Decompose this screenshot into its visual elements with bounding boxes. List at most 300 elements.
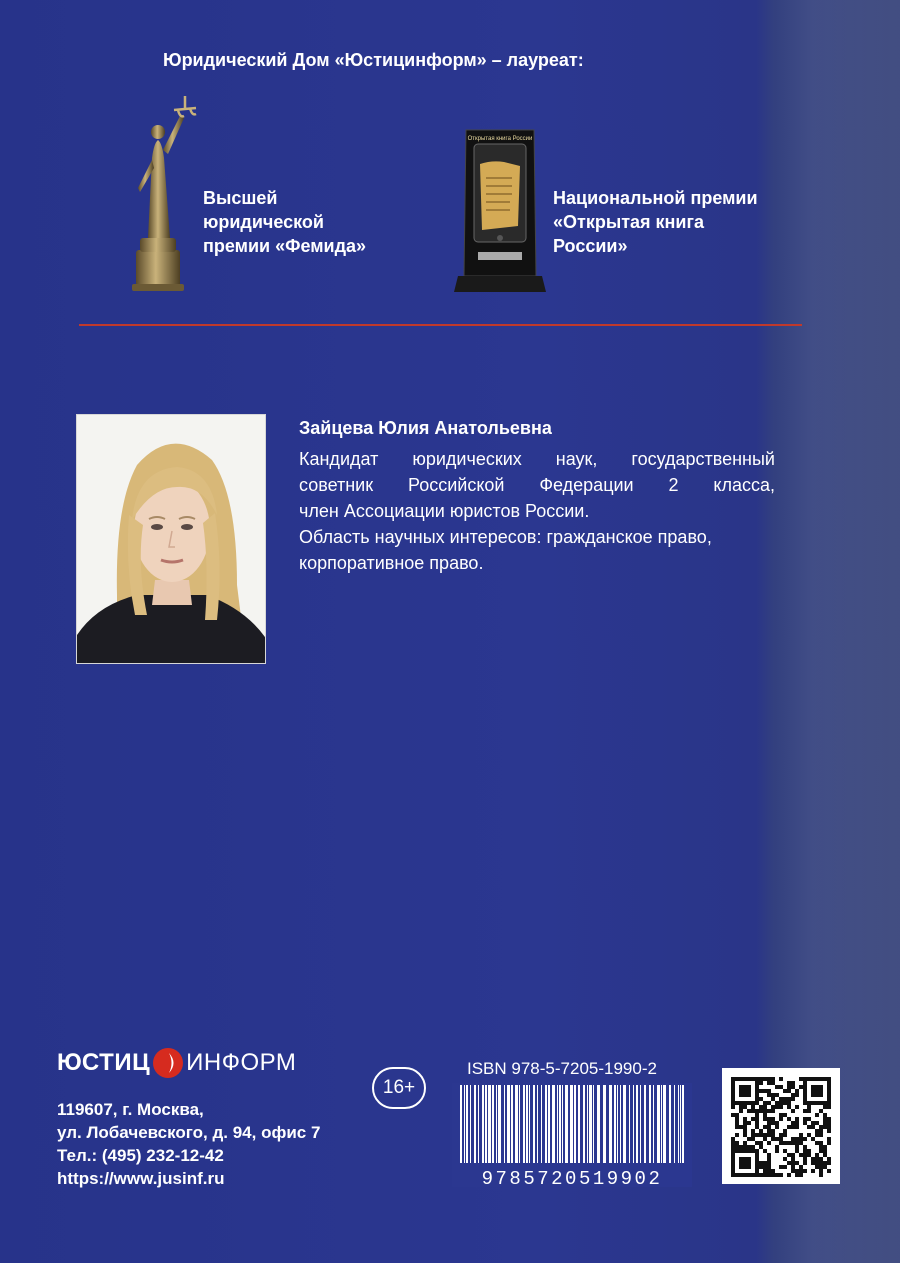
- qr-module: [787, 1101, 791, 1105]
- qr-module: [731, 1137, 735, 1141]
- qr-module: [755, 1117, 759, 1121]
- barcode-bar: [557, 1085, 558, 1163]
- qr-module: [755, 1173, 759, 1177]
- qr-module: [739, 1157, 743, 1161]
- qr-module: [827, 1121, 831, 1125]
- qr-module: [759, 1161, 763, 1165]
- qr-module: [827, 1077, 831, 1081]
- qr-module: [819, 1157, 823, 1161]
- qr-module: [767, 1173, 771, 1177]
- qr-module: [827, 1081, 831, 1085]
- barcode-bar: [492, 1085, 494, 1163]
- qr-module: [735, 1149, 739, 1153]
- qr-module: [751, 1133, 755, 1137]
- qr-module: [803, 1169, 807, 1173]
- bio-line: член Ассоциации юристов России.: [299, 501, 590, 521]
- qr-module: [787, 1081, 791, 1085]
- qr-module: [803, 1121, 807, 1125]
- author-portrait-image: [77, 415, 266, 664]
- qr-module: [815, 1085, 819, 1089]
- qr-module: [779, 1117, 783, 1121]
- qr-module: [819, 1145, 823, 1149]
- qr-module: [731, 1097, 735, 1101]
- qr-module: [763, 1133, 767, 1137]
- qr-module: [827, 1089, 831, 1093]
- qr-module: [763, 1101, 767, 1105]
- qr-module: [811, 1077, 815, 1081]
- qr-module: [771, 1093, 775, 1097]
- qr-module: [747, 1149, 751, 1153]
- qr-module: [791, 1093, 795, 1097]
- barcode-bar: [570, 1085, 573, 1163]
- qr-module: [747, 1085, 751, 1089]
- barcode-bar: [617, 1085, 618, 1163]
- qr-module: [783, 1113, 787, 1117]
- qr-module: [799, 1153, 803, 1157]
- qr-module: [799, 1141, 803, 1145]
- qr-module: [783, 1133, 787, 1137]
- qr-module: [807, 1077, 811, 1081]
- qr-module: [827, 1137, 831, 1141]
- qr-module: [827, 1141, 831, 1145]
- qr-module: [819, 1101, 823, 1105]
- qr-module: [803, 1077, 807, 1081]
- barcode-bar: [470, 1085, 471, 1163]
- qr-module: [811, 1137, 815, 1141]
- qr-module: [743, 1101, 747, 1105]
- qr-module: [771, 1105, 775, 1109]
- qr-module: [779, 1101, 783, 1105]
- qr-module: [807, 1153, 811, 1157]
- qr-module: [779, 1165, 783, 1169]
- qr-module: [799, 1133, 803, 1137]
- qr-module: [771, 1137, 775, 1141]
- qr-module: [791, 1081, 795, 1085]
- qr-module: [755, 1093, 759, 1097]
- qr-module: [819, 1133, 823, 1137]
- qr-module: [743, 1161, 747, 1165]
- qr-module: [791, 1165, 795, 1169]
- qr-module: [815, 1153, 819, 1157]
- qr-module: [803, 1093, 807, 1097]
- qr-module: [799, 1077, 803, 1081]
- qr-module: [775, 1145, 779, 1149]
- qr-module: [743, 1145, 747, 1149]
- qr-module: [739, 1077, 743, 1081]
- qr-module: [767, 1161, 771, 1165]
- qr-module: [827, 1085, 831, 1089]
- logo-drop-icon: [152, 1047, 184, 1079]
- barcode-bar: [649, 1085, 651, 1163]
- qr-module: [827, 1117, 831, 1121]
- barcode-bar: [466, 1085, 468, 1163]
- barcode-bar: [661, 1085, 662, 1163]
- qr-module: [763, 1109, 767, 1113]
- qr-module: [819, 1089, 823, 1093]
- qr-module: [739, 1149, 743, 1153]
- qr-module: [735, 1117, 739, 1121]
- qr-module: [771, 1117, 775, 1121]
- qr-module: [819, 1077, 823, 1081]
- qr-module: [747, 1137, 751, 1141]
- qr-module: [819, 1109, 823, 1113]
- qr-module: [771, 1081, 775, 1085]
- qr-module: [747, 1161, 751, 1165]
- qr-module: [803, 1161, 807, 1165]
- qr-module: [767, 1157, 771, 1161]
- barcode-bar: [511, 1085, 513, 1163]
- qr-module: [731, 1157, 735, 1161]
- barcode-bar: [482, 1085, 484, 1163]
- qr-module: [731, 1145, 735, 1149]
- qr-module: [755, 1141, 759, 1145]
- qr-module: [795, 1173, 799, 1177]
- qr-module: [783, 1129, 787, 1133]
- qr-module: [739, 1093, 743, 1097]
- qr-module: [767, 1089, 771, 1093]
- qr-module: [815, 1141, 819, 1145]
- barcode-bar: [541, 1085, 542, 1163]
- qr-module: [763, 1105, 767, 1109]
- qr-module: [799, 1085, 803, 1089]
- qr-module: [759, 1081, 763, 1085]
- qr-module: [755, 1101, 759, 1105]
- qr-module: [787, 1141, 791, 1145]
- qr-module: [743, 1117, 747, 1121]
- qr-module: [795, 1089, 799, 1093]
- qr-module: [739, 1145, 743, 1149]
- qr-module: [731, 1081, 735, 1085]
- barcode-bar: [488, 1085, 491, 1163]
- qr-module: [795, 1161, 799, 1165]
- qr-module: [799, 1173, 803, 1177]
- qr-module: [807, 1109, 811, 1113]
- qr-module: [767, 1165, 771, 1169]
- qr-module: [819, 1085, 823, 1089]
- qr-module: [791, 1141, 795, 1145]
- bio-line: Область научных интересов: гражданское право,: [299, 527, 712, 547]
- qr-module: [823, 1149, 827, 1153]
- qr-module: [775, 1101, 779, 1105]
- qr-module: [763, 1113, 767, 1117]
- qr-module: [743, 1121, 747, 1125]
- qr-module: [751, 1137, 755, 1141]
- qr-module: [795, 1125, 799, 1129]
- qr-module: [735, 1125, 739, 1129]
- qr-module: [747, 1093, 751, 1097]
- qr-module: [827, 1161, 831, 1165]
- qr-module: [763, 1117, 767, 1121]
- qr-module: [779, 1077, 783, 1081]
- barcode-bar: [640, 1085, 641, 1163]
- qr-module: [759, 1173, 763, 1177]
- qr-module: [763, 1089, 767, 1093]
- qr-module: [731, 1165, 735, 1169]
- qr-module: [731, 1085, 735, 1089]
- qr-module: [799, 1169, 803, 1173]
- qr-module: [739, 1165, 743, 1169]
- qr-module: [735, 1113, 739, 1117]
- qr-module: [827, 1125, 831, 1129]
- qr-module: [759, 1165, 763, 1169]
- barcode-bar: [674, 1085, 675, 1163]
- qr-module: [819, 1125, 823, 1129]
- qr-code: [722, 1068, 840, 1184]
- qr-module: [827, 1157, 831, 1161]
- qr-module: [731, 1113, 735, 1117]
- qr-module: [803, 1081, 807, 1085]
- barcode-bar: [464, 1085, 465, 1163]
- qr-module: [811, 1169, 815, 1173]
- qr-module: [747, 1145, 751, 1149]
- qr-module: [775, 1121, 779, 1125]
- award-line: Национальной премии: [553, 188, 758, 208]
- qr-module: [731, 1093, 735, 1097]
- barcode-bar: [603, 1085, 606, 1163]
- qr-module: [747, 1121, 751, 1125]
- qr-module: [775, 1125, 779, 1129]
- qr-module: [763, 1165, 767, 1169]
- qr-module: [815, 1133, 819, 1137]
- qr-module: [759, 1097, 763, 1101]
- qr-module: [751, 1101, 755, 1105]
- qr-module: [779, 1097, 783, 1101]
- qr-module: [731, 1161, 735, 1165]
- qr-module: [827, 1097, 831, 1101]
- qr-module: [799, 1137, 803, 1141]
- qr-module: [779, 1137, 783, 1141]
- qr-module: [803, 1153, 807, 1157]
- qr-module: [795, 1137, 799, 1141]
- qr-module: [747, 1109, 751, 1113]
- qr-module: [747, 1101, 751, 1105]
- logo-right-text: ИНФОРМ: [186, 1049, 297, 1076]
- qr-module: [811, 1093, 815, 1097]
- qr-module: [827, 1101, 831, 1105]
- qr-module: [767, 1101, 771, 1105]
- qr-module: [763, 1149, 767, 1153]
- qr-module: [819, 1141, 823, 1145]
- qr-module: [755, 1121, 759, 1125]
- qr-module: [747, 1165, 751, 1169]
- qr-module: [803, 1109, 807, 1113]
- qr-module: [735, 1133, 739, 1137]
- qr-module: [815, 1093, 819, 1097]
- barcode-bar: [545, 1085, 547, 1163]
- qr-module: [767, 1093, 771, 1097]
- isbn-label: ISBN 978-5-7205-1990-2: [467, 1059, 657, 1078]
- open-book-award-text: [553, 186, 758, 258]
- qr-module: [811, 1125, 815, 1129]
- barcode-bar: [663, 1085, 666, 1163]
- qr-module: [767, 1125, 771, 1129]
- qr-module: [791, 1121, 795, 1125]
- qr-module: [819, 1161, 823, 1165]
- barcode-bar: [583, 1085, 585, 1163]
- barcode-bar: [478, 1085, 479, 1163]
- qr-module: [811, 1161, 815, 1165]
- qr-module: [795, 1105, 799, 1109]
- bio-line: Кандидат юридических наук, государственный: [299, 449, 775, 469]
- qr-module: [767, 1153, 771, 1157]
- qr-module: [771, 1173, 775, 1177]
- qr-module: [823, 1113, 827, 1117]
- qr-module: [775, 1149, 779, 1153]
- qr-module: [783, 1149, 787, 1153]
- qr-module: [731, 1153, 735, 1157]
- address-line: https://www.jusinf.ru: [57, 1169, 225, 1188]
- qr-module: [755, 1077, 759, 1081]
- qr-module: [815, 1089, 819, 1093]
- barcode-bar: [515, 1085, 518, 1163]
- qr-module: [763, 1077, 767, 1081]
- qr-module: [755, 1097, 759, 1101]
- barcode-bar: [609, 1085, 612, 1163]
- qr-module: [791, 1109, 795, 1113]
- qr-module: [807, 1117, 811, 1121]
- barcode-bar: [574, 1085, 576, 1163]
- qr-module: [755, 1125, 759, 1129]
- qr-module: [791, 1153, 795, 1157]
- qr-module: [755, 1149, 759, 1153]
- qr-module: [823, 1121, 827, 1125]
- barcode-bar: [614, 1085, 616, 1163]
- barcode-bar: [533, 1085, 535, 1163]
- qr-module: [739, 1173, 743, 1177]
- qr-module: [735, 1121, 739, 1125]
- barcode-bar: [644, 1085, 646, 1163]
- qr-module: [803, 1157, 807, 1161]
- qr-module: [735, 1077, 739, 1081]
- qr-module: [803, 1149, 807, 1153]
- qr-module: [771, 1133, 775, 1137]
- barcode-bar: [669, 1085, 671, 1163]
- award-plaque-text: Открытая книга России: [467, 136, 533, 142]
- barcode-bar: [565, 1085, 568, 1163]
- qr-module: [743, 1089, 747, 1093]
- qr-module: [735, 1101, 739, 1105]
- qr-module: [735, 1173, 739, 1177]
- qr-module: [807, 1105, 811, 1109]
- qr-module: [795, 1121, 799, 1125]
- qr-module: [787, 1117, 791, 1121]
- qr-module: [743, 1085, 747, 1089]
- publisher-logo: [57, 1046, 296, 1080]
- qr-module: [759, 1109, 763, 1113]
- qr-module: [811, 1157, 815, 1161]
- qr-module: [759, 1141, 763, 1145]
- author-photo: [76, 414, 266, 664]
- qr-module: [823, 1125, 827, 1129]
- barcode-bar: [623, 1085, 626, 1163]
- qr-module: [795, 1145, 799, 1149]
- qr-module: [787, 1105, 791, 1109]
- qr-module: [791, 1157, 795, 1161]
- qr-module: [731, 1141, 735, 1145]
- author-bio: [299, 446, 775, 576]
- barcode-bar: [620, 1085, 621, 1163]
- qr-module: [803, 1137, 807, 1141]
- qr-module: [767, 1081, 771, 1085]
- qr-module: [787, 1173, 791, 1177]
- qr-module: [815, 1157, 819, 1161]
- qr-module: [807, 1125, 811, 1129]
- qr-module: [827, 1105, 831, 1109]
- qr-module: [779, 1105, 783, 1109]
- qr-module: [739, 1109, 743, 1113]
- qr-module: [779, 1113, 783, 1117]
- barcode-bar: [597, 1085, 600, 1163]
- qr-module: [771, 1077, 775, 1081]
- qr-module: [751, 1117, 755, 1121]
- qr-module: [823, 1165, 827, 1169]
- qr-module: [827, 1169, 831, 1173]
- barcode-bar: [678, 1085, 679, 1163]
- qr-module: [763, 1137, 767, 1141]
- address-line: Тел.: (495) 232-12-42: [57, 1146, 224, 1165]
- barcode-digits: 9785720519902: [481, 1168, 663, 1187]
- barcode-bar: [548, 1085, 550, 1163]
- qr-module: [791, 1085, 795, 1089]
- qr-module: [791, 1137, 795, 1141]
- barcode-bar: [587, 1085, 588, 1163]
- qr-module: [751, 1129, 755, 1133]
- qr-module: [767, 1133, 771, 1137]
- bio-line: корпоративное право.: [299, 553, 484, 573]
- qr-module: [795, 1117, 799, 1121]
- barcode-bar: [498, 1085, 501, 1163]
- qr-module: [795, 1141, 799, 1145]
- barcode-bar: [519, 1085, 520, 1163]
- qr-module: [755, 1161, 759, 1165]
- qr-module: [763, 1173, 767, 1177]
- address-line: 119607, г. Москва,: [57, 1100, 204, 1119]
- qr-module: [767, 1077, 771, 1081]
- qr-module: [759, 1077, 763, 1081]
- qr-module: [771, 1121, 775, 1125]
- qr-module: [815, 1113, 819, 1117]
- isbn-barcode: [452, 1083, 692, 1187]
- barcode-bar: [474, 1085, 476, 1163]
- qr-module: [743, 1173, 747, 1177]
- qr-module: [811, 1121, 815, 1125]
- qr-module: [815, 1165, 819, 1169]
- age-rating-badge: 16+: [372, 1067, 426, 1109]
- qr-module: [791, 1125, 795, 1129]
- qr-module: [739, 1161, 743, 1165]
- qr-module: [767, 1117, 771, 1121]
- qr-module: [767, 1109, 771, 1113]
- qr-module: [767, 1121, 771, 1125]
- barcode-bar: [485, 1085, 487, 1163]
- qr-module: [819, 1129, 823, 1133]
- qr-module: [791, 1161, 795, 1165]
- qr-module: [739, 1105, 743, 1109]
- bio-line: советник Российской Федерации 2 класса,: [299, 475, 775, 495]
- qr-module: [751, 1149, 755, 1153]
- red-divider: [79, 324, 802, 326]
- qr-module: [739, 1101, 743, 1105]
- qr-module: [791, 1097, 795, 1101]
- qr-module: [799, 1165, 803, 1169]
- barcode-bar: [629, 1085, 630, 1163]
- qr-module: [795, 1149, 799, 1153]
- qr-module: [811, 1089, 815, 1093]
- qr-module: [767, 1169, 771, 1173]
- barcode-bar: [589, 1085, 592, 1163]
- qr-module: [731, 1077, 735, 1081]
- qr-module: [775, 1093, 779, 1097]
